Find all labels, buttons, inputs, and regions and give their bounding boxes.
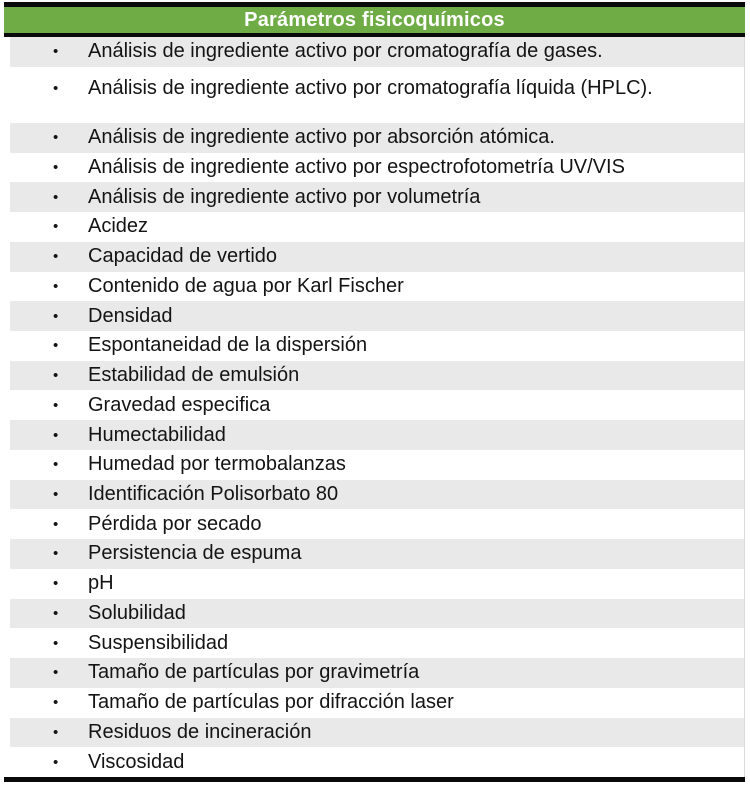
bullet-icon: • xyxy=(53,307,59,325)
list-item-label: Capacidad de vertido xyxy=(88,245,278,268)
bullet-icon: • xyxy=(53,753,59,771)
list-item-label: Análisis de ingrediente activo por espectrofotometría UV/VIS xyxy=(88,155,625,178)
list-item-label: Tamaño de partículas por gravimetría xyxy=(88,661,420,684)
bullet-icon: • xyxy=(53,723,59,741)
list-item-label: Pérdida por secado xyxy=(88,512,262,535)
bullet-icon: • xyxy=(53,634,59,652)
bullet-icon: • xyxy=(53,43,59,61)
list-item-label: pH xyxy=(88,572,114,595)
list-item-label: Densidad xyxy=(88,304,173,327)
bullet-icon: • xyxy=(53,456,59,474)
list-item xyxy=(10,569,744,599)
list-item-label: Acidez xyxy=(88,215,149,238)
bullet-icon: • xyxy=(53,218,59,236)
list-item xyxy=(10,599,744,629)
bullet-icon: • xyxy=(53,337,59,355)
list-item-label: Análisis de ingrediente activo por cromatografía de gases. xyxy=(88,40,603,63)
list-item xyxy=(10,272,744,302)
list-item xyxy=(10,480,744,510)
list-item-label: Gravedad especifica xyxy=(88,393,271,416)
list-item-label: Análisis de ingrediente activo por absorción atómica. xyxy=(88,126,555,149)
list-item xyxy=(10,718,744,748)
list-item xyxy=(10,658,744,688)
list-item xyxy=(10,539,744,569)
list-item-label: Análisis de ingrediente activo por cromatografía líquida (HPLC). xyxy=(88,76,653,99)
bullet-icon: • xyxy=(53,277,59,295)
bullet-icon: • xyxy=(53,79,59,97)
list-item-label: Solubilidad xyxy=(88,601,186,624)
bullet-icon: • xyxy=(53,426,59,444)
list-item xyxy=(10,301,744,331)
list-item-label: Contenido de agua por Karl Fischer xyxy=(88,274,404,297)
bullet-icon: • xyxy=(53,158,59,176)
list-item xyxy=(10,509,744,539)
parameter-list xyxy=(4,37,745,777)
list-item xyxy=(10,67,744,123)
list-item-label: Identificación Polisorbato 80 xyxy=(88,483,339,506)
list-item xyxy=(10,628,744,658)
list-item xyxy=(10,153,744,183)
list-item xyxy=(10,361,744,391)
list-item xyxy=(10,420,744,450)
list-item-label: Espontaneidad de la dispersión xyxy=(88,334,368,357)
list-item-label: Persistencia de espuma xyxy=(88,542,302,565)
bullet-icon: • xyxy=(53,575,59,593)
list-item-label: Estabilidad de emulsión xyxy=(88,364,300,387)
bullet-icon: • xyxy=(53,545,59,563)
bullet-icon: • xyxy=(53,367,59,385)
bullet-icon: • xyxy=(53,188,59,206)
list-item xyxy=(10,688,744,718)
bullet-icon: • xyxy=(53,664,59,682)
table-bottom-border xyxy=(4,777,745,782)
list-item xyxy=(10,747,744,777)
list-item-label: Humectabilidad xyxy=(88,423,226,446)
list-item xyxy=(10,37,744,67)
bullet-icon: • xyxy=(53,515,59,533)
list-item-label: Humedad por termobalanzas xyxy=(88,453,346,476)
table-header xyxy=(4,7,745,33)
list-item-label: Suspensibilidad xyxy=(88,631,229,654)
list-item xyxy=(10,242,744,272)
bullet-icon: • xyxy=(53,486,59,504)
bullet-icon: • xyxy=(53,248,59,266)
list-item-label: Tamaño de partículas por difracción laser xyxy=(88,691,454,714)
bullet-icon: • xyxy=(53,396,59,414)
list-item xyxy=(10,331,744,361)
table-title: Parámetros fisicoquímicos xyxy=(244,9,505,31)
list-item xyxy=(10,182,744,212)
list-item xyxy=(10,390,744,420)
list-item xyxy=(10,450,744,480)
parameters-table xyxy=(4,2,745,782)
list-item-label: Viscosidad xyxy=(88,750,185,773)
bullet-icon: • xyxy=(53,604,59,622)
bullet-icon: • xyxy=(53,129,59,147)
list-item-label: Residuos de incineración xyxy=(88,720,312,743)
list-item xyxy=(10,212,744,242)
list-item xyxy=(10,123,744,153)
list-item-label: Análisis de ingrediente activo por volumetría xyxy=(88,185,481,208)
bullet-icon: • xyxy=(53,694,59,712)
